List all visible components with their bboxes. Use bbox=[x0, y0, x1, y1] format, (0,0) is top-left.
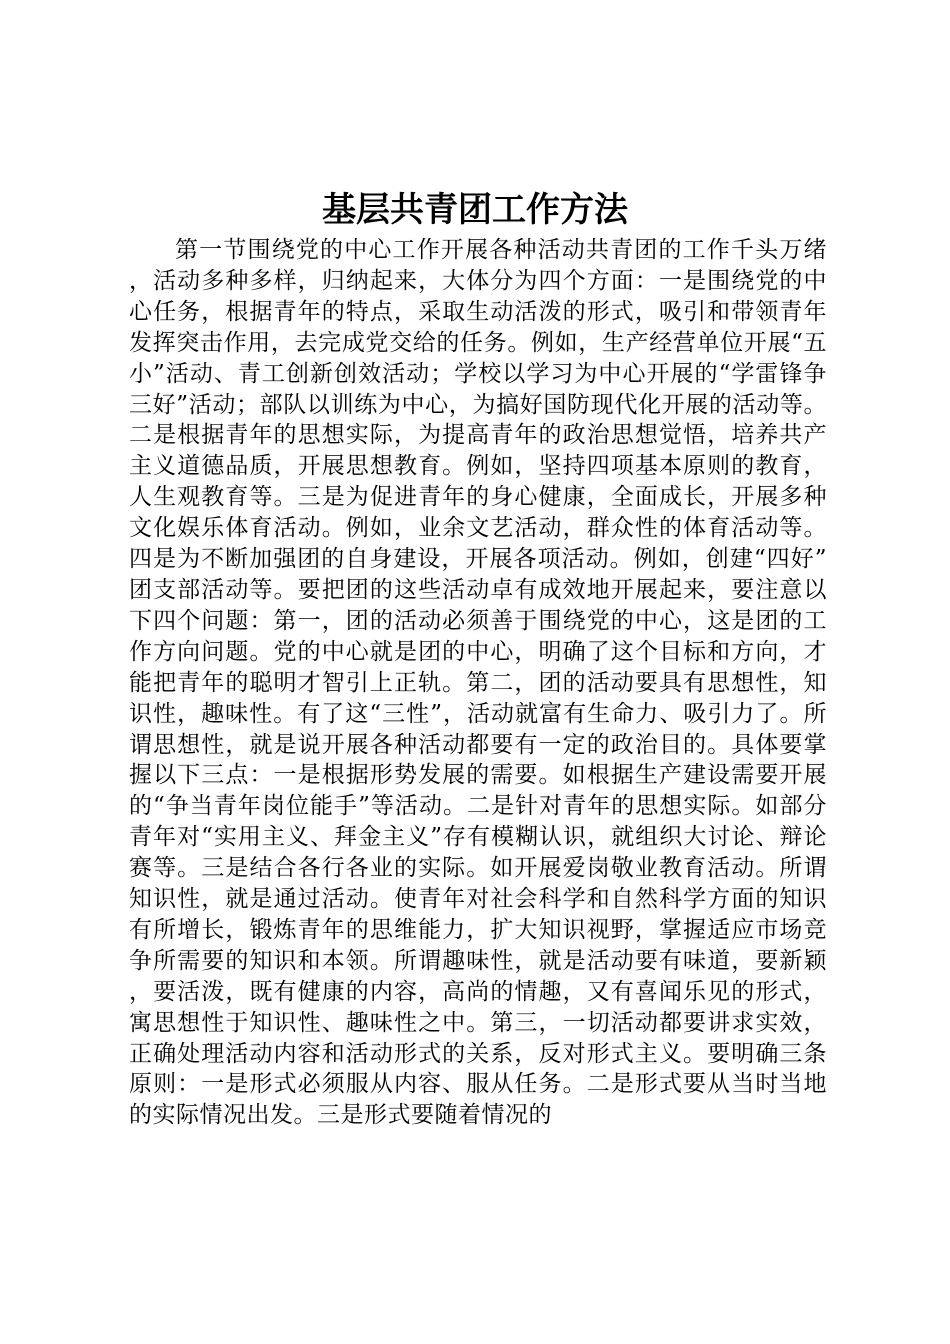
document-body-paragraph: 第一节围绕党的中心工作开展各种活动共青团的工作千头万绪，活动多种多样，归纳起来，大体分为四个方面：一是围绕党的中心任务，根据青年的特点，采取生动活泼的形式，吸引和带领青年发挥突击作用，去完成党交给的任务。例如，生产经营单位开展“五小”活动、青工创新创效活动；学校以学习为中心开展的“学雷锋争三好”活动；部队以训练为中心，为搞好国防现代化开展的活动等。二是根据青年的思想实际，为提高青年的政治思想觉悟，培养共产主义道德品质，开展思想教育。例如，坚持四项基本原则的教育，人生观教育等。三是为促进青年的身心健康，全面成长，开展多种文化娱乐体育活动。例如，业余文艺活动，群众性的体育活动等。四是为不断加强团的自身建设，开展各项活动。例如，创建“四好”团支部活动等。要把团的这些活动卓有成效地开展起来，要注意以下四个问题：第一，团的活动必须善于围绕党的中心，这是团的工作方向问题。党的中心就是团的中心，明确了这个目标和方向，才能把青年的聪明才智引上正轨。第二，团的活动要具有思想性，知识性，趣味性。有了这“三性”，活动就富有生命力、吸引力了。所谓思想性，就是说开展各种活动都要有一定的政治目的。具体要掌握以下三点：一是根据形势发展的需要。如根据生产建设需要开展的“争当青年岗位能手”等活动。二是针对青年的思想实际。如部分青年对“实用主义、拜金主义”存有模糊认识，就组织大讨论、辩论赛等。三是结合各行各业的实际。如开展爱岗敬业教育活动。所谓知识性，就是通过活动。使青年对社会科学和自然科学方面的知识有所增长，锻炼青年的思维能力，扩大知识视野，掌握适应市场竞争所需要的知识和本领。所谓趣味性，就是活动要有味道，要新颖，要活泼，既有健康的内容，高尚的情趣，又有喜闻乐见的形式，寓思想性于知识性、趣味性之中。第三，一切活动都要讲求实效，正确处理活动内容和活动形式的关系，反对形式主义。要明确三条原则：一是形式必须服从内容、服从任务。二是形式要从当时当地的实际情况出发。三是形式要随着情况的 bbox=[129, 237, 827, 1129]
document-title: 基层共青团工作方法 bbox=[322, 190, 628, 230]
